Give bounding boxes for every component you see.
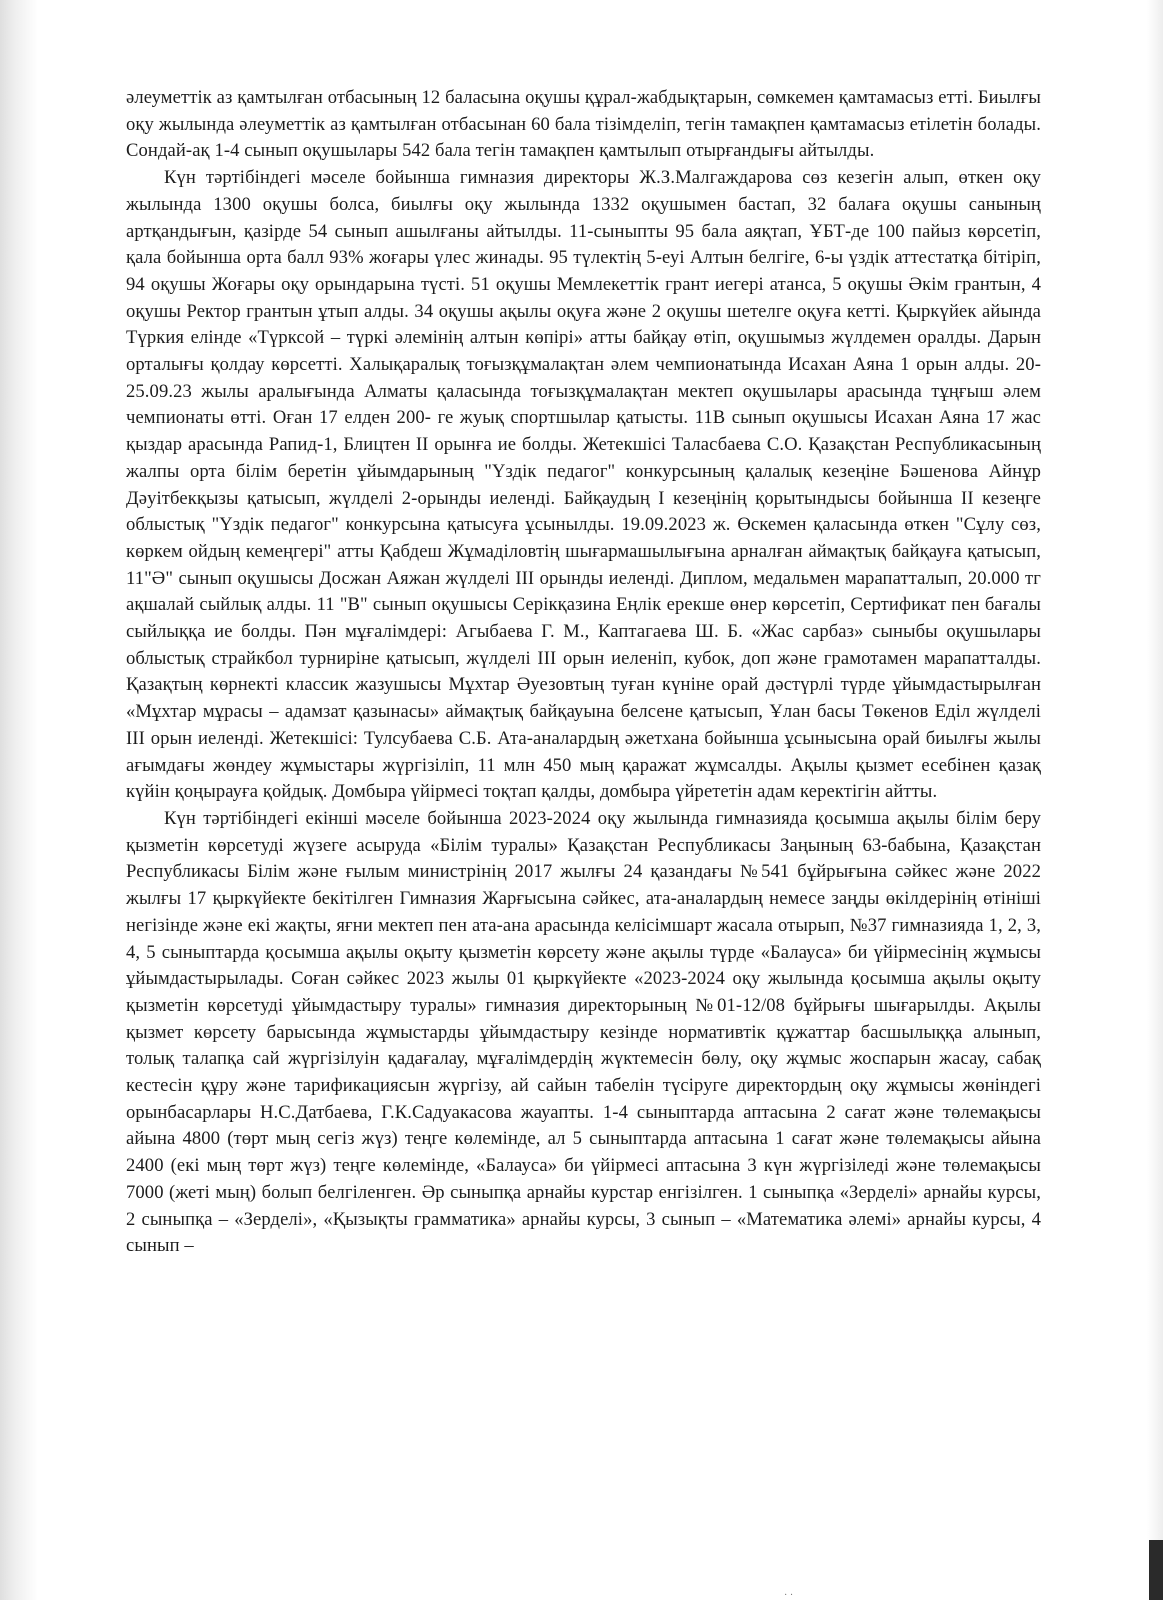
paragraph-director-report: Күн тәртібіндегі мәселе бойынша гимназия директоры Ж.З.Малгаждарова сөз кезегін алып, өткен оқу жылында 1300 оқушы болса, биылғы оқу жылында 1332 оқушымен бастап, 32 балаға оқушы санының артқандығын, қазірде 54 сынып ашылғаны айтылды. 11-сыныпты 95 бала аяқтап, ҰБТ-де 100 пайыз көрсетіп, қала бойынша орта балл 93% жоғары үлес жинады. 95 түлектің 5-еуі Алтын белгіге, 6-ы үздік аттестатқа бітіріп, 94 оқушы Жоғары оқу орындарына түсті. 51 оқушы Мемлекеттік грант иегері атанса, 5 оқушы Әкім грантын, 4 оқушы Ректор грантын ұтып алды. 34 оқушы ақылы оқуға және 2 оқушы шетелге оқуға кетті. Қыркүйек айында Түркия елінде «Түрксой – түркі әлемінің алтын көпірі» атты байқау өтіп, оқушымыз жүлдемен оралды. Дарын орталығы қолдау көрсетті. Халықаралық тоғызқұмалақтан әлем чемпионатында Исахан Аяна 1 орын алды. 20-25.09.23 жылы аралығында Алматы қаласында тоғызқұмалақтан мектеп оқушылары арасында тұңғыш әлем чемпионаты өтті. Оған 17 елден 200- ге жуық спортшылар қатысты. 11В сынып оқушысы Исахан Аяна 17 жас қыздар арасында Рапид-1, Блицтен II орынға ие болды. Жетекшісі Таласбаева С.О. Қазақстан Республикасының жалпы орта білім беретін ұйымдарының "Үздік педагог" конкурсының қалалық кезеңіне Бәшенова Айнұр Дәуітбекқызы қатысып, жүлделі 2-орынды иеленді. Байқаудың I кезеңінің қорытындысы бойынша II кезеңге облыстық "Үздік педагог" конкурсына қатысуға ұсынылды. 19.09.2023 ж. Өскемен қаласында өткен "Сұлу сөз, көркем ойдың кемеңгері" атты Қабдеш Жұмаділовтің шығармашылығына арналған аймақтық байқауға қатысып, 11"Ә" сынып оқушысы Досжан Аяжан жүлделі III орынды иеленді. Диплом, медальмен марапатталып, 20.000 тг ақшалай сыйлық алды. 11 "В" сынып оқушысы Серікқазина Еңлік ерекше өнер көрсетіп, Сертификат пен бағалы сыйлыққа ие болды. Пән мұғалімдері: Агыбаева Г. М., Каптагаева Ш. Б. «Жас сарбаз» сыныбы оқушылары облыстық страйкбол турниріне қатысып, жүлделі III орын иеленіп, кубок, доп және грамотамен марапатталды. Қазақтың көрнекті классик жазушысы Мұхтар Әуезовтың туған күніне орай дәстүрлі түрде ұйымдастырылған «Мұхтар мұрасы – адамзат қазынасы» аймақтық байқауына белсене қатысып, Ұлан басы Төкенов Еділ жүлделі III орын иеленді. Жетекшісі: Тулсубаева С.Б. Ата-аналардың әжетхана бойынша ұсынысына орай биылғы жылы ағымдағы жөндеу жұмыстары жүргізіліп, 11 млн 450 мың қаражат жұмсалды. Ақылы қызмет есебінен қазақ күйін қоңырауға қойдық. Домбыра үйірмесі тоқтап қалды, домбыра үйрететін адам керектігін айтты. [126,167,1041,803]
scan-corner-mark [1149,1540,1163,1600]
scan-shadow-left [0,0,38,1600]
paragraph-continuation: әлеуметтік аз қамтылған отбасының 12 баласына оқушы құрал-жабдықтарын, сөмкемен қамтамасыз етті. Биылғы оқу жылында әлеуметтік аз қамтылған отбасынан 60 бала тізімделіп, тегін тамақпен қамтамасыз етілетін болады. Сондай-ақ 1-4 сынып оқушылары 542 бала тегін тамақпен қамтылып отырғандығы айтылды. [126,87,1041,162]
scan-shadow-right [1147,0,1163,1600]
scan-speck: · · [784,1590,794,1601]
document-page [126,85,1041,1260]
paragraph-paid-services: Күн тәртібіндегі екінші мәселе бойынша 2023-2024 оқу жылында гимназияда қосымша ақылы білім беру қызметін көрсетуді жүзеге асыруда «Білім туралы» Қазақстан Республикасы Заңының 63-бабына, Қазақстан Республикасы Білім және ғылым министрінің 2017 жылғы 24 қазандағы №541 бұйрығына сәйкес және 2022 жылғы 17 қыркүйекте бекітілген Гимназия Жарғысына сәйкес, ата-аналардың немесе заңды өкілдерінің өтініші негізінде және екі жақты, яғни мектеп пен ата-ана арасында келісімшарт жасала отырып, №37 гимназияда 1, 2, 3, 4, 5 сыныптарда қосымша ақылы оқыту қызметін көрсету және ақылы түрде «Балауса» би үйірмесінің жұмысы ұйымдастырылады. Соған сәйкес 2023 жылы 01 қыркүйекте «2023-2024 оқу жылында қосымша ақылы оқыту қызметін көрсетуді ұйымдастыру туралы» гимназия директорының №01-12/08 бұйрығы шығарылды. Ақылы қызмет көрсету барысында жұмыстарды ұйымдастыру кезінде нормативтік құжаттар басшылыққа алынып, толық талапқа сай жүргізілуін қадағалау, мұғалімдердің жүктемесін бөлу, оқу жұмыс жоспарын жасау, сабақ кестесін құру және тарификациясын жүргізу, ай сайын табелін түсіруге директордың оқу жұмысы жөніндегі орынбасарлары Н.С.Датбаева, Г.К.Садуакасова жауапты. 1-4 сыныптарда аптасына 2 сағат және төлемақысы айына 4800 (төрт мың сегіз жүз) теңге көлемінде, ал 5 сыныптарда аптасына 1 сағат және төлемақысы айына 2400 (екі мың төрт жүз) теңге көлемінде, «Балауса» би үйірмесі аптасына 3 күн жүргізіледі және төлемақысы 7000 (жеті мың) болып белгіленген. Әр сыныпқа арнайы курстар енгізілген. 1 сыныпқа «Зерделі» арнайы курсы, 2 сыныпқа – «Зерделі», «Қызықты грамматика» арнайы курсы, 3 сынып – «Математика әлемі» арнайы курсы, 4 сынып – [126,807,1041,1257]
